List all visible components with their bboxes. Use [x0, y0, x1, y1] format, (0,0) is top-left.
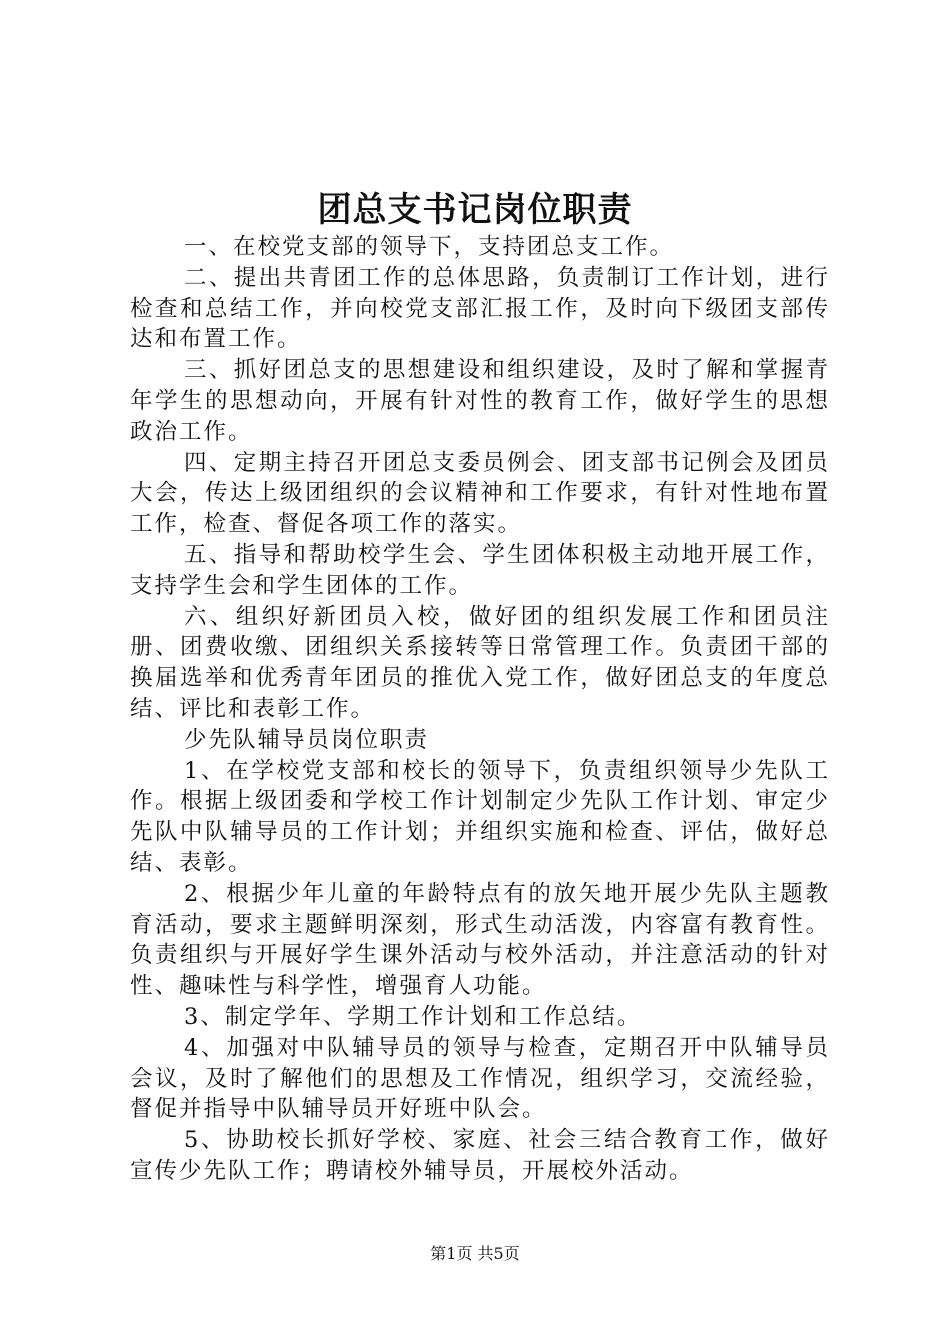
paragraph-3: 三、抓好团总支的思想建设和组织建设，及时了解和掌握青年学生的思想动向，开展有针对性的教育工作，做好学生的思想政治工作。 [130, 357, 830, 445]
paragraph-6: 六、组织好新团员入校，做好团的组织发展工作和团员注册、团费收缴、团组织关系接转等日常管理工作。负责团干部的换届选举和优秀青年团员的推优入党工作，做好团总支的年度总结、评比和表彰工作。 [130, 603, 830, 722]
page-footer: 第1页 共5页 [430, 1244, 520, 1263]
section-heading: 少先队辅导员岗位职责 [184, 726, 430, 753]
paragraph-4: 四、定期主持召开团总支委员例会、团支部书记例会及团员大会，传达上级团组织的会议精神和工作要求，有针对性地布置工作，检查、督促各项工作的落实。 [130, 449, 830, 538]
paragraph-8: 2、根据少年儿童的年龄特点有的放矢地开展少先队主题教育活动，要求主题鲜明深刻，形式生动活泼，内容富有教育性。负责组织与开展好学生课外活动与校外活动，并注意活动的针对性、趣味性与科学性，增强育人功能。 [130, 880, 830, 1000]
paragraph-11: 5、协助校长抓好学校、家庭、社会三结合教育工作，做好宣传少先队工作；聘请校外辅导员，开展校外活动。 [130, 1127, 830, 1184]
document-title: 团总支书记岗位职责 [317, 190, 633, 230]
paragraph-10: 4、加强对中队辅导员的领导与检查，定期召开中队辅导员会议，及时了解他们的思想及工作情况，组织学习，交流经验，督促并指导中队辅导员开好班中队会。 [130, 1034, 830, 1123]
paragraph-2: 二、提出共青团工作的总体思路，负责制订工作计划，进行检查和总结工作，并向校党支部汇报工作，及时向下级团支部传达和布置工作。 [130, 264, 830, 353]
paragraph-1: 一、在校党支部的领导下，支持团总支工作。 [184, 234, 675, 260]
paragraph-7: 1、在学校党支部和校长的领导下，负责组织领导少先队工作。根据上级团委和学校工作计划制定少先队工作计划、审定少先队中队辅导员的工作计划；并组织实施和检查、评估，做好总结、表彰。 [130, 757, 830, 876]
paragraph-5: 五、指导和帮助校学生会、学生团体积极主动地开展工作，支持学生会和学生团体的工作。 [130, 541, 830, 599]
document-body [130, 232, 830, 1187]
paragraph-9: 3、制定学年、学期工作计划和工作总结。 [184, 1003, 642, 1030]
